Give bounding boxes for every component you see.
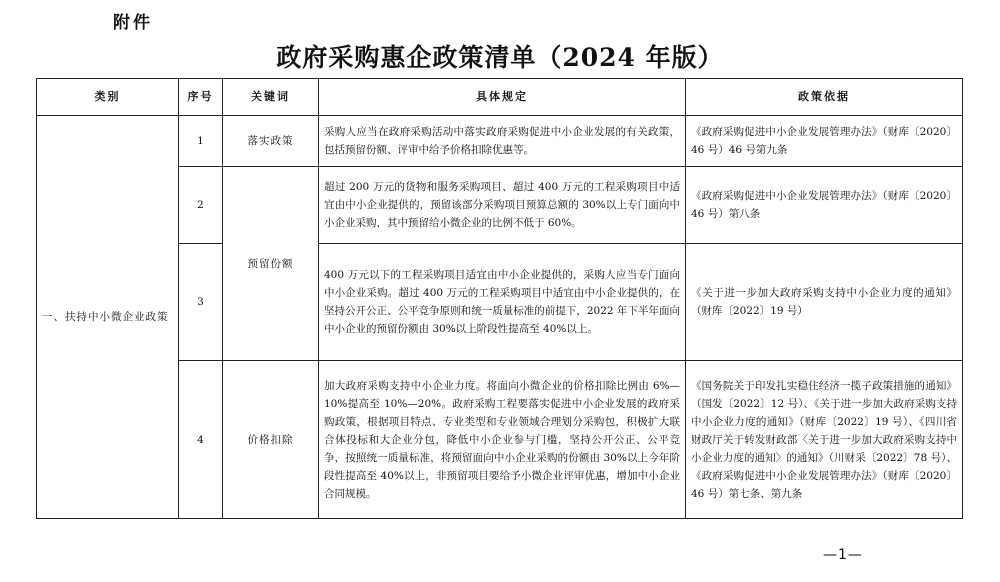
table-header-row	[37, 79, 963, 116]
row-basis: 《政府采购促进中小企业发展管理办法》（财库〔2020〕46 号）46 号第九条	[686, 116, 963, 167]
row-rule: 采购人应当在政府采购活动中落实政府采购促进中小企业发展的有关政策，包括预留份额、评审中给予价格扣除优惠等。	[319, 116, 686, 167]
row-rule: 400 万元以下的工程采购项目适宜由中小企业提供的，采购人应当专门面向中小企业采购。超过 400 万元的工程采购项目中适宜由中小企业提供的，在坚持公开公正、公平竞争原则和统一质量标准的前提下，2022 年下半年面向中小企业的预留份额由 30%以上阶段性提高至 40%以上。	[319, 244, 686, 361]
attachment-label: 附件	[113, 13, 153, 33]
header-category: 类别	[37, 79, 179, 116]
document-title: 政府采购惠企政策清单（2024 年版）	[276, 43, 724, 72]
header-rule: 具体规定	[319, 79, 686, 116]
row-basis: 《国务院关于印发扎实稳住经济一揽子政策措施的通知》（国发〔2022〕12 号）、《关于进一步加大政府采购支持中小企业力度的通知》（财库〔2022〕19 号）、《四川省财政厅关于转发财政部〈关于进一步加大政府采购支持中小企业力度的通知〉的通知》（川财采〔2022〕78 号）、《政府采购促进中小企业发展管理办法》（财库〔2020〕46 号）第七条、第九条	[686, 361, 963, 519]
row-number: 2	[179, 167, 223, 244]
row-number: 4	[179, 361, 223, 519]
header-keyword: 关键词	[223, 79, 319, 116]
row-number: 3	[179, 244, 223, 361]
category-cell: 一、扶持中小微企业政策	[37, 116, 179, 519]
row-keyword: 价格扣除	[223, 361, 319, 519]
row-rule: 超过 200 万元的货物和服务采购项目、超过 400 万元的工程采购项目中适宜由中小企业提供的，预留该部分采购项目预算总额的 30%以上专门面向中小企业采购，其中预留给小微企业的比例不低于 60%。	[319, 167, 686, 244]
row-basis: 《政府采购促进中小企业发展管理办法》（财库〔2020〕46 号）第八条	[686, 167, 963, 244]
header-number: 序号	[179, 79, 223, 116]
row-rule: 加大政府采购支持中小企业力度。将面向小微企业的价格扣除比例由 6%—10%提高至 10%—20%。政府采购工程要落实促进中小企业发展的政府采购政策，根据项目特点、专业类型和专业领域合理划分采购包，积极扩大联合体投标和大企业分包，降低中小企业参与门槛，坚持公开公正、公平竞争，按照统一质量标准，将预留面向中小企业采购的份额由 30%以上今年阶段性提高至 40%以上，非预留项目要给予小微企业评审优惠，增加中小企业合同规模。	[319, 361, 686, 519]
row-number: 1	[179, 116, 223, 167]
row-keyword: 落实政策	[223, 116, 319, 167]
page-number: —1—	[823, 547, 863, 563]
row-keyword: 预留份额	[223, 167, 319, 361]
header-basis: 政策依据	[686, 79, 963, 116]
policy-table	[36, 78, 963, 519]
row-basis: 《关于进一步加大政府采购支持中小企业力度的通知》（财库〔2022〕19 号）	[686, 244, 963, 361]
table-row	[37, 116, 963, 167]
